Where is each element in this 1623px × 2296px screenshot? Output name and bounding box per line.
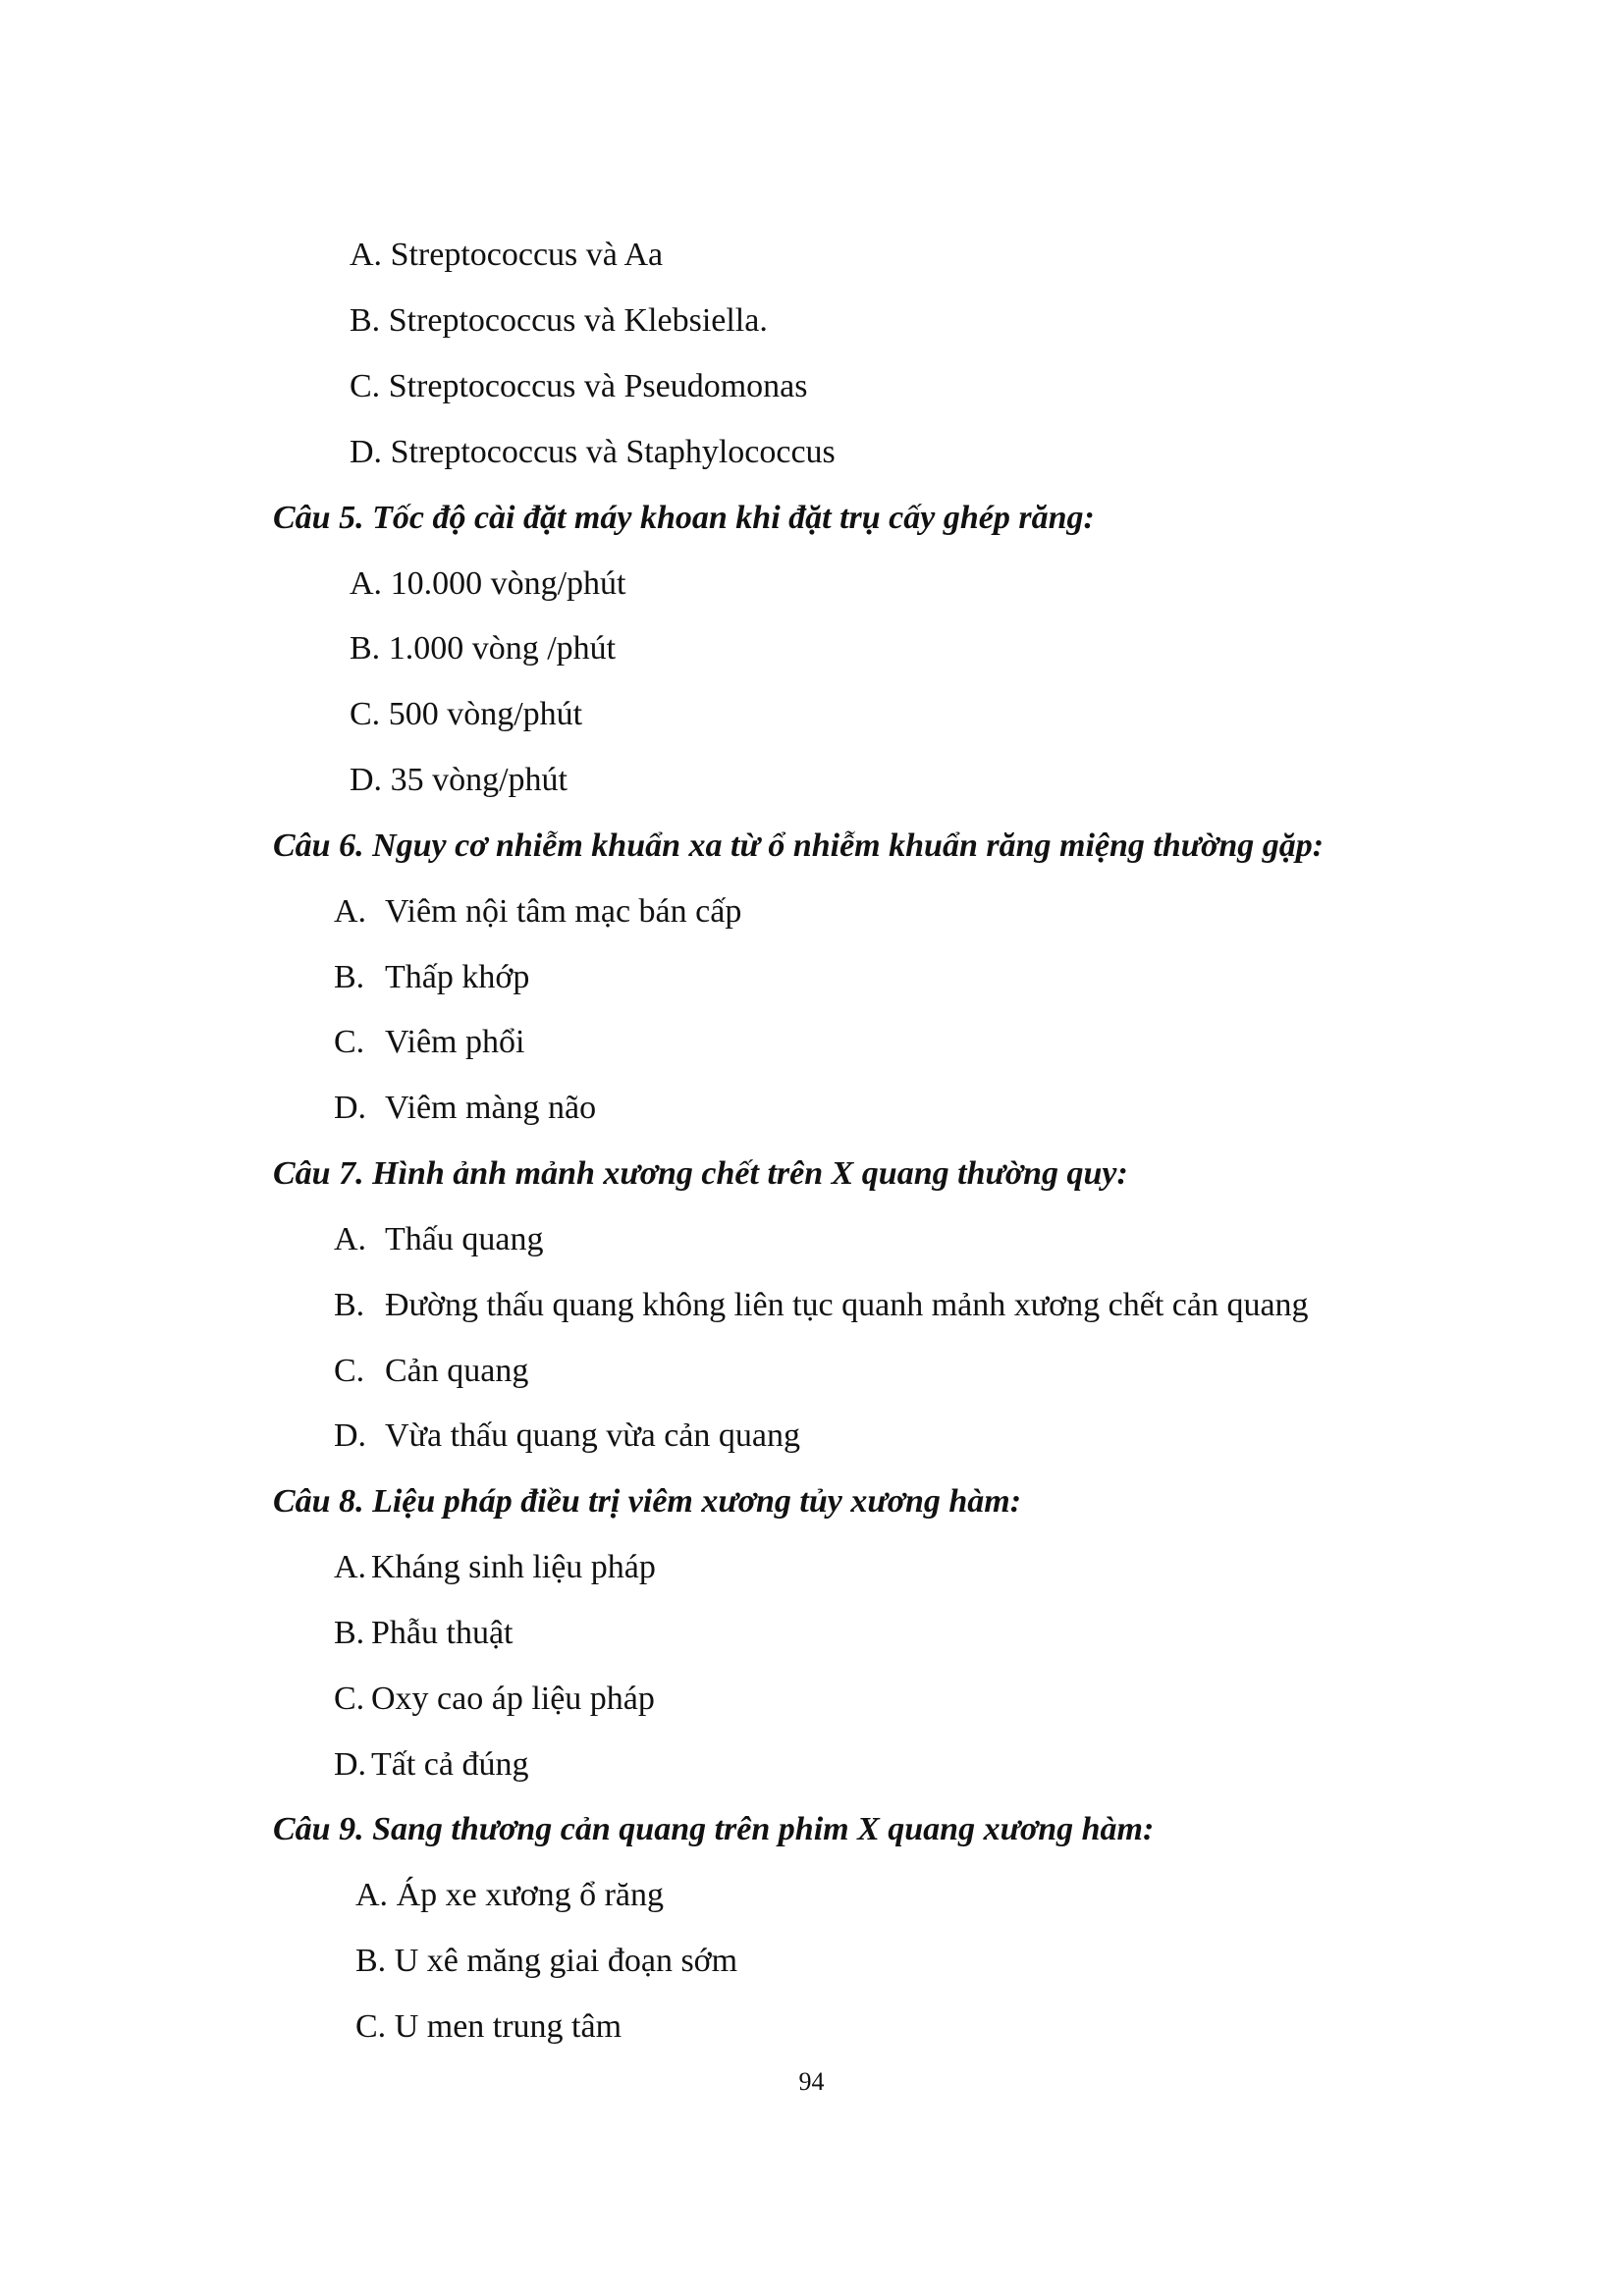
option-text: Đường thấu quang không liên tục quanh mảnh xương chết cản quang (385, 1287, 1309, 1323)
q7-option-d (334, 1416, 800, 1456)
option-letter: D. (334, 1090, 367, 1126)
q8-option-a (334, 1548, 656, 1587)
option-text: U men trung tâm (394, 2008, 622, 2045)
q9-option-a (355, 1876, 664, 1915)
option-letter: B. (350, 630, 381, 667)
option-letter: A. (334, 893, 367, 930)
q5-option-a (350, 564, 625, 604)
option-text: Vừa thấu quang vừa cản quang (385, 1417, 800, 1454)
option-letter: A. (334, 1549, 367, 1585)
option-letter: D. (350, 762, 383, 798)
option-letter: D. (334, 1417, 367, 1454)
option-text: Cản quang (385, 1353, 529, 1389)
option-text: Oxy cao áp liệu pháp (371, 1681, 655, 1717)
option-text: Streptococcus và Staphylococcus (390, 434, 836, 470)
option-letter: A. (350, 237, 383, 273)
option-letter: B. (355, 1943, 387, 1979)
option-text: Viêm nội tâm mạc bán cấp (385, 893, 742, 930)
option-letter: A. (334, 1221, 367, 1257)
option-letter: B. (334, 959, 365, 995)
option-text: Kháng sinh liệu pháp (371, 1549, 656, 1585)
question-8-title: Câu 8. Liệu pháp điều trị viêm xương tủy xương hàm: (273, 1483, 1022, 1520)
q8-option-b (334, 1614, 513, 1653)
option-text: 35 vòng/phút (390, 762, 568, 798)
option-text: Streptococcus và Aa (390, 237, 664, 273)
q8-option-d (334, 1745, 529, 1785)
option-letter: C. (334, 1353, 365, 1389)
q6-option-c (334, 1023, 524, 1062)
option-text: Streptococcus và Pseudomonas (388, 368, 808, 404)
q5-option-c (350, 695, 582, 734)
option-letter: C. (334, 1681, 365, 1717)
q5-option-b (350, 629, 616, 668)
option-letter: C. (350, 368, 381, 404)
q4-option-b (350, 301, 768, 341)
q5-option-d (350, 761, 568, 800)
option-letter: B. (334, 1615, 365, 1651)
q9-option-c (355, 2007, 622, 2047)
q4-option-a (350, 236, 663, 275)
q7-option-b (334, 1286, 1309, 1325)
q6-option-b (334, 958, 529, 997)
option-letter: D. (334, 1746, 367, 1783)
option-text: Viêm phổi (385, 1024, 525, 1060)
option-letter: A. (350, 565, 383, 602)
option-text: U xê măng giai đoạn sớm (394, 1943, 738, 1979)
question-5-title: Câu 5. Tốc độ cài đặt máy khoan khi đặt trụ cấy ghép răng: (273, 500, 1095, 536)
q7-option-c (334, 1352, 528, 1391)
q4-option-c (350, 367, 808, 406)
option-letter: B. (350, 302, 381, 339)
option-text: Viêm màng não (385, 1090, 597, 1126)
option-letter: B. (334, 1287, 365, 1323)
option-text: Thấp khớp (385, 959, 530, 995)
option-letter: D. (350, 434, 383, 470)
option-text: Tất cả đúng (371, 1746, 529, 1783)
question-7-title: Câu 7. Hình ảnh mảnh xương chết trên X quang thường quy: (273, 1155, 1128, 1192)
q7-option-a (334, 1220, 543, 1259)
option-text: Thấu quang (385, 1221, 544, 1257)
option-text: Streptococcus và Klebsiella. (388, 302, 768, 339)
q6-option-a (334, 892, 741, 932)
option-text: 10.000 vòng/phút (390, 565, 626, 602)
q9-option-b (355, 1942, 737, 1981)
option-letter: A. (355, 1877, 389, 1913)
option-text: Áp xe xương ổ răng (396, 1877, 665, 1913)
q6-option-d (334, 1089, 596, 1128)
option-text: 1.000 vòng /phút (388, 630, 617, 667)
option-letter: C. (355, 2008, 387, 2045)
q8-option-c (334, 1680, 655, 1719)
question-9-title: Câu 9. Sang thương cản quang trên phim X quang xương hàm: (273, 1811, 1155, 1847)
option-letter: C. (350, 696, 381, 732)
option-letter: C. (334, 1024, 365, 1060)
option-text: 500 vòng/phút (388, 696, 583, 732)
page-number: 94 (798, 2067, 825, 2096)
question-6-title: Câu 6. Nguy cơ nhiễm khuẩn xa từ ổ nhiễm khuẩn răng miệng thường gặp: (273, 828, 1325, 864)
q4-option-d (350, 433, 836, 472)
option-text: Phẫu thuật (371, 1615, 514, 1651)
